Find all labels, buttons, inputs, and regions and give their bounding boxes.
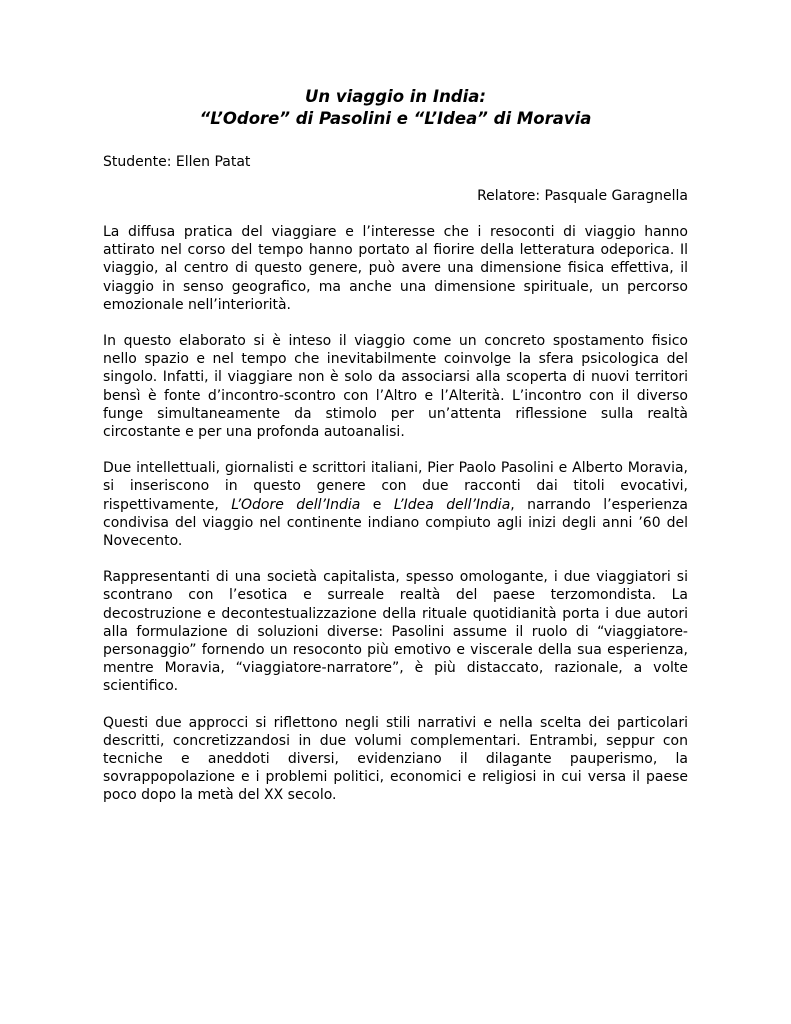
advisor-name: Relatore: Pasquale Garagnella xyxy=(477,188,688,204)
paragraph-3 xyxy=(103,459,688,550)
title-line-2: “L’Odore” di Pasolini e “L’Idea” di Moravia xyxy=(199,109,592,128)
title-line-1: Un viaggio in India: xyxy=(304,87,487,106)
work-title-odore: L’Odore dell’India xyxy=(231,496,361,513)
paragraph-4: Rappresentanti di una società capitalista, spesso omologante, i due viaggiatori si scontrano con l’esotica e surreale realtà del paese terzomondista. La decostruzione e decontestualizzazione della rituale quotidianità porta i due autori alla formulazione di soluzioni diverse: Pasolini assume il ruolo di “viaggiatore-personaggio” fornendo un resoconto più emotivo e viscerale della sua esperienza, mentre Moravia, “viaggiatore-narratore”, è più distaccato, razionale, a volte scientifico. xyxy=(103,569,688,695)
paragraph-2: In questo elaborato si è inteso il viaggio come un concreto spostamento fisico nello spazio e nel tempo che inevitabilmente coinvolge la sfera psicologica del singolo. Infatti, il viaggiare non è solo da associarsi alla scoperta di nuovi territori bensì è fonte d’incontro-scontro con l’Altro e l’Alterità. L’incontro con il diverso funge simultaneamente da stimolo per un’attenta riflessione sulla realtà circostante e per una profonda autoanalisi. xyxy=(103,333,688,441)
document-title xyxy=(103,86,688,130)
student-name: Studente: Ellen Patat xyxy=(103,154,251,170)
paragraph-3-text-b: e xyxy=(360,496,394,513)
paragraph-1: La diffusa pratica del viaggiare e l’interesse che i resoconti di viaggio hanno attirato nel corso del tempo hanno portato al fiorire della letteratura odeporica. Il viaggio, al centro di questo genere, può avere una dimensione fisica effettiva, il viaggio in senso geografico, ma anche una dimensione spirituale, un percorso emozionale nell’interiorità. xyxy=(103,224,688,313)
paragraph-3-text-c: , narrando l’esperienza condivisa del viaggio nel continente indiano compiuto agli inizi degli anni ’60 del Novecento. xyxy=(103,496,688,550)
work-title-idea: L’Idea dell’India xyxy=(393,496,511,513)
paragraph-3-text-a: Due intellettuali, giornalisti e scrittori italiani, Pier Paolo Pasolini e Alberto Moravia, si inseriscono in questo genere con due racconti dai titoli evocativi, rispettivamente, xyxy=(103,460,688,513)
paragraph-5: Questi due approcci si riflettono negli stili narrativi e nella scelta dei particolari descritti, concretizzandosi in due volumi complementari. Entrambi, seppur con tecniche e aneddoti diversi, evidenziano il dilagante pauperismo, la sovrappopolazione e i problemi politici, economici e religiosi in cui versa il paese poco dopo la metà del XX secolo. xyxy=(103,714,688,804)
